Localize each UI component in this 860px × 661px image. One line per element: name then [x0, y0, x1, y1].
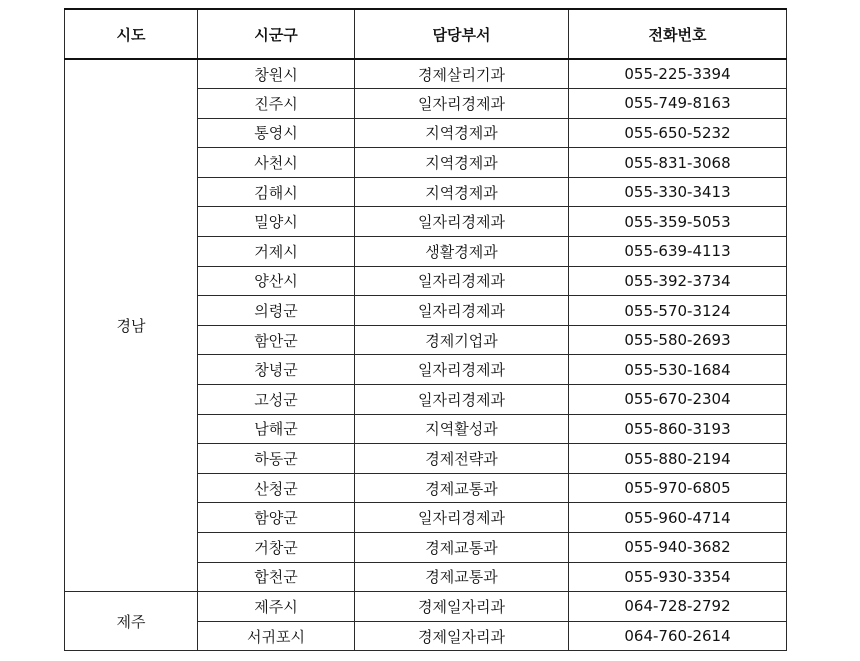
phone-cell: 055-670-2304	[569, 385, 787, 415]
city-cell: 의령군	[198, 296, 355, 326]
department-cell: 일자리경제과	[355, 503, 569, 533]
city-cell: 거제시	[198, 237, 355, 267]
department-cell: 경제일자리과	[355, 621, 569, 651]
city-cell: 합천군	[198, 562, 355, 592]
phone-cell: 064-760-2614	[569, 621, 787, 651]
city-cell: 밀양시	[198, 207, 355, 237]
phone-cell: 064-728-2792	[569, 592, 787, 622]
header-region: 시도	[65, 9, 198, 59]
phone-cell: 055-530-1684	[569, 355, 787, 385]
city-cell: 김해시	[198, 177, 355, 207]
department-cell: 일자리경제과	[355, 89, 569, 119]
city-cell: 남해군	[198, 414, 355, 444]
table-row	[65, 592, 787, 622]
header-city: 시군구	[198, 9, 355, 59]
city-cell: 제주시	[198, 592, 355, 622]
table-row	[65, 59, 787, 89]
department-cell: 경제교통과	[355, 473, 569, 503]
city-cell: 양산시	[198, 266, 355, 296]
header-phone: 전화번호	[569, 9, 787, 59]
city-cell: 통영시	[198, 118, 355, 148]
city-cell: 사천시	[198, 148, 355, 178]
city-cell: 고성군	[198, 385, 355, 415]
phone-cell: 055-970-6805	[569, 473, 787, 503]
phone-cell: 055-225-3394	[569, 59, 787, 89]
department-cell: 일자리경제과	[355, 296, 569, 326]
department-cell: 지역활성과	[355, 414, 569, 444]
city-cell: 하동군	[198, 444, 355, 474]
city-cell: 함양군	[198, 503, 355, 533]
department-cell: 경제일자리과	[355, 592, 569, 622]
department-cell: 경제전략과	[355, 444, 569, 474]
city-cell: 산청군	[198, 473, 355, 503]
header-department: 담당부서	[355, 9, 569, 59]
department-cell: 생활경제과	[355, 237, 569, 267]
department-cell: 지역경제과	[355, 118, 569, 148]
phone-cell: 055-930-3354	[569, 562, 787, 592]
phone-cell: 055-940-3682	[569, 533, 787, 563]
city-cell: 창녕군	[198, 355, 355, 385]
phone-cell: 055-749-8163	[569, 89, 787, 119]
phone-cell: 055-831-3068	[569, 148, 787, 178]
phone-cell: 055-359-5053	[569, 207, 787, 237]
department-cell: 경제교통과	[355, 533, 569, 563]
department-cell: 일자리경제과	[355, 355, 569, 385]
phone-cell: 055-650-5232	[569, 118, 787, 148]
department-cell: 일자리경제과	[355, 207, 569, 237]
table-body	[65, 59, 787, 651]
city-cell: 함안군	[198, 325, 355, 355]
city-cell: 진주시	[198, 89, 355, 119]
city-cell: 거창군	[198, 533, 355, 563]
phone-cell: 055-880-2194	[569, 444, 787, 474]
phone-cell: 055-580-2693	[569, 325, 787, 355]
city-cell: 창원시	[198, 59, 355, 89]
phone-cell: 055-960-4714	[569, 503, 787, 533]
phone-cell: 055-860-3193	[569, 414, 787, 444]
region-cell: 제주	[65, 592, 198, 651]
header-row	[65, 9, 787, 59]
phone-cell: 055-392-3734	[569, 266, 787, 296]
department-cell: 지역경제과	[355, 148, 569, 178]
department-cell: 지역경제과	[355, 177, 569, 207]
city-cell: 서귀포시	[198, 621, 355, 651]
phone-cell: 055-570-3124	[569, 296, 787, 326]
department-cell: 경제교통과	[355, 562, 569, 592]
phone-cell: 055-639-4113	[569, 237, 787, 267]
department-cell: 일자리경제과	[355, 385, 569, 415]
department-cell: 경제살리기과	[355, 59, 569, 89]
region-cell: 경남	[65, 59, 198, 592]
department-cell: 경제기업과	[355, 325, 569, 355]
contact-table	[64, 8, 787, 651]
phone-cell: 055-330-3413	[569, 177, 787, 207]
department-cell: 일자리경제과	[355, 266, 569, 296]
table-header	[65, 9, 787, 59]
